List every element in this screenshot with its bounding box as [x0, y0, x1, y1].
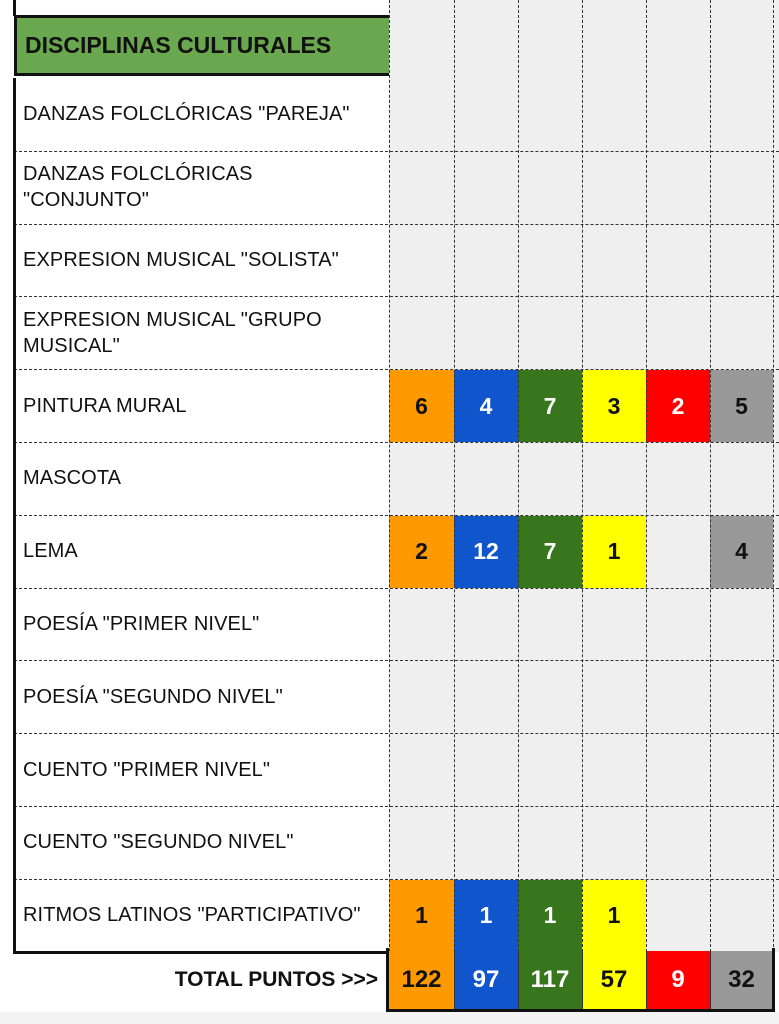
- row-divider: [14, 879, 779, 880]
- row-divider: [14, 224, 779, 225]
- column-divider: [710, 0, 711, 952]
- score-cell: 1: [454, 880, 518, 952]
- row-label: [14, 78, 388, 151]
- row-label-text: EXPRESION MUSICAL "GRUPO MUSICAL": [23, 308, 322, 357]
- total-cell: 97: [454, 951, 518, 1009]
- total-cell: 117: [518, 951, 582, 1009]
- row-label-text: CUENTO "SEGUNDO NIVEL": [23, 831, 294, 854]
- score-cell: 2: [646, 370, 710, 442]
- score-cell: 6: [389, 370, 454, 442]
- total-column-divider: [518, 951, 519, 1009]
- row-divider: [14, 515, 779, 516]
- total-cell: 32: [710, 951, 773, 1009]
- row-label-text: POESÍA "SEGUNDO NIVEL": [23, 685, 283, 708]
- row-divider: [14, 151, 779, 152]
- score-cell: 7: [518, 370, 582, 442]
- row-label: [14, 660, 388, 733]
- row-label: [14, 296, 388, 369]
- score-cell: 5: [710, 370, 773, 442]
- row-label: [14, 879, 388, 952]
- row-label: [14, 588, 388, 661]
- total-cell: 57: [582, 951, 646, 1009]
- row-label: [14, 151, 388, 224]
- row-label: [14, 733, 388, 806]
- row-label-text: MASCOTA: [23, 467, 122, 490]
- column-divider: [646, 0, 647, 952]
- score-cell: 3: [582, 370, 646, 442]
- total-label: TOTAL PUNTOS >>>: [174, 968, 378, 991]
- row-divider: [14, 296, 779, 297]
- row-divider: [14, 806, 779, 807]
- row-label-text: CUENTO "PRIMER NIVEL": [23, 758, 271, 781]
- score-cell: 4: [454, 370, 518, 442]
- total-column-divider: [710, 951, 711, 1009]
- total-cell: 9: [646, 951, 710, 1009]
- row-label-text: DANZAS FOLCLÓRICAS "CONJUNTO": [23, 163, 253, 212]
- score-cell: 1: [582, 516, 646, 588]
- row-label-text: LEMA: [23, 540, 78, 563]
- column-divider: [518, 0, 519, 952]
- total-column-divider: [582, 951, 583, 1009]
- score-cell: 1: [389, 880, 454, 952]
- score-cell: 1: [518, 880, 582, 952]
- column-divider: [454, 0, 455, 952]
- row-label: [14, 515, 388, 588]
- total-border-bottom: [386, 1009, 775, 1012]
- row-label-text: DANZAS FOLCLÓRICAS "PAREJA": [23, 103, 350, 126]
- total-border-right: [772, 948, 775, 1012]
- section-title: DISCIPLINAS CULTURALES: [25, 32, 332, 58]
- score-cell: 12: [454, 516, 518, 588]
- table-left-border: [13, 78, 16, 954]
- column-divider: [582, 0, 583, 952]
- row-label-text: PINTURA MURAL: [23, 394, 187, 417]
- table-left-border-top: [13, 0, 16, 16]
- row-divider: [14, 588, 779, 589]
- row-divider: [14, 660, 779, 661]
- total-column-divider: [454, 951, 455, 1009]
- total-column-divider: [646, 951, 647, 1009]
- row-divider: [14, 369, 779, 370]
- score-cell: 4: [710, 516, 773, 588]
- total-cell: 122: [389, 951, 454, 1009]
- row-divider: [14, 733, 779, 734]
- score-cell: 1: [582, 880, 646, 952]
- column-divider: [773, 0, 774, 952]
- row-divider: [14, 442, 779, 443]
- row-label-text: RITMOS LATINOS "PARTICIPATIVO": [23, 904, 361, 927]
- score-columns-background: [389, 0, 779, 952]
- row-label-text: EXPRESION MUSICAL "SOLISTA": [23, 248, 339, 271]
- row-label: [14, 369, 388, 442]
- row-label-text: POESÍA "PRIMER NIVEL": [23, 612, 260, 635]
- column-divider: [389, 0, 390, 952]
- row-label: [14, 806, 388, 879]
- row-label: [14, 224, 388, 297]
- score-cell: 2: [389, 516, 454, 588]
- score-cell: 7: [518, 516, 582, 588]
- row-label: [14, 442, 388, 515]
